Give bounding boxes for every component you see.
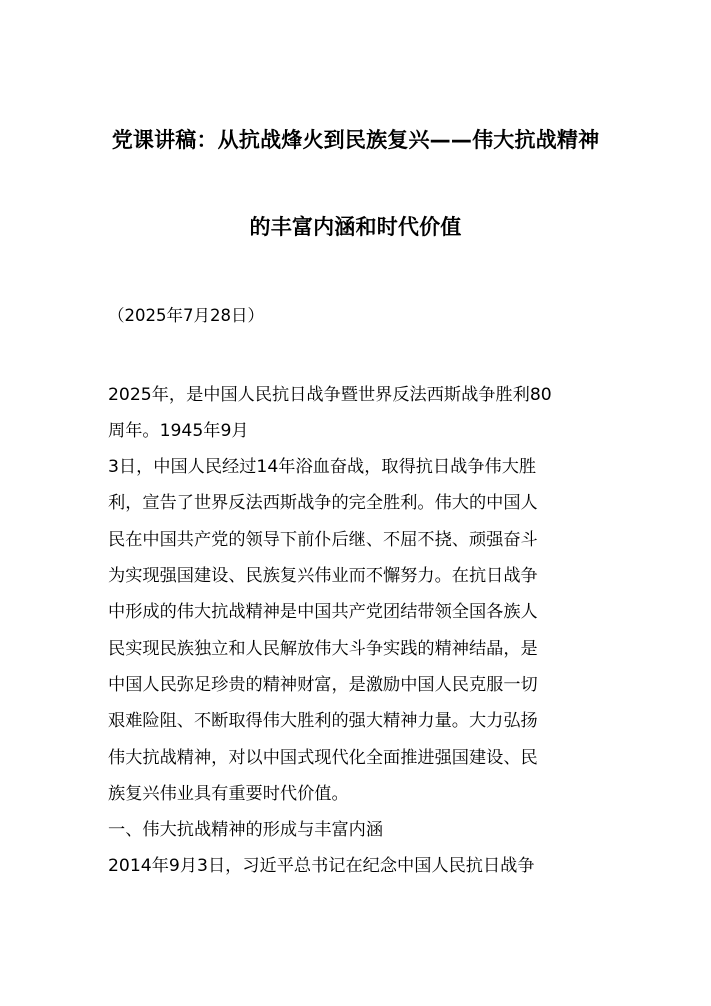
body-line: 艰难险阻、不断取得伟大胜利的强大精神力量。大力弘扬: [108, 711, 538, 731]
title-line-2: 的丰富内涵和时代价值: [249, 215, 462, 239]
body-line: 中形成的伟大抗战精神是中国共产党团结带领全国各族人: [108, 602, 538, 622]
body-line: 2025年，是中国人民抗日战争暨世界反法西斯战争胜利80: [108, 385, 552, 405]
body-line: 3日，中国人民经过14年浴血奋战，取得抗日战争伟大胜: [108, 457, 537, 477]
body-line: 民在中国共产党的领导下前仆后继、不屈不挠、顽强奋斗: [108, 530, 538, 550]
title-line-1: 党课讲稿：从抗战烽火到民族复兴——伟大抗战精神: [111, 128, 600, 152]
section-heading: 一、伟大抗战精神的形成与丰富内涵: [108, 820, 384, 840]
body-line: 利，宣告了世界反法西斯战争的完全胜利。伟大的中国人: [108, 493, 538, 513]
body-line: 周年。1945年9月: [108, 421, 249, 441]
body-line: 民实现民族独立和人民解放伟大斗争实践的精神结晶，是: [108, 639, 538, 659]
body-line: 为实现强国建设、民族复兴伟业而不懈努力。在抗日战争: [108, 566, 538, 586]
body-line: 中国人民弥足珍贵的精神财富，是激励中国人民克服一切: [108, 675, 538, 695]
body-line: 族复兴伟业具有重要时代价值。: [108, 784, 349, 804]
speech-date: （2025年7月28日）: [108, 306, 264, 325]
body-line: 2014年9月3日，习近平总书记在纪念中国人民抗日战争: [108, 856, 535, 876]
body-line: 伟大抗战精神，对以中国式现代化全面推进强国建设、民: [108, 748, 538, 768]
